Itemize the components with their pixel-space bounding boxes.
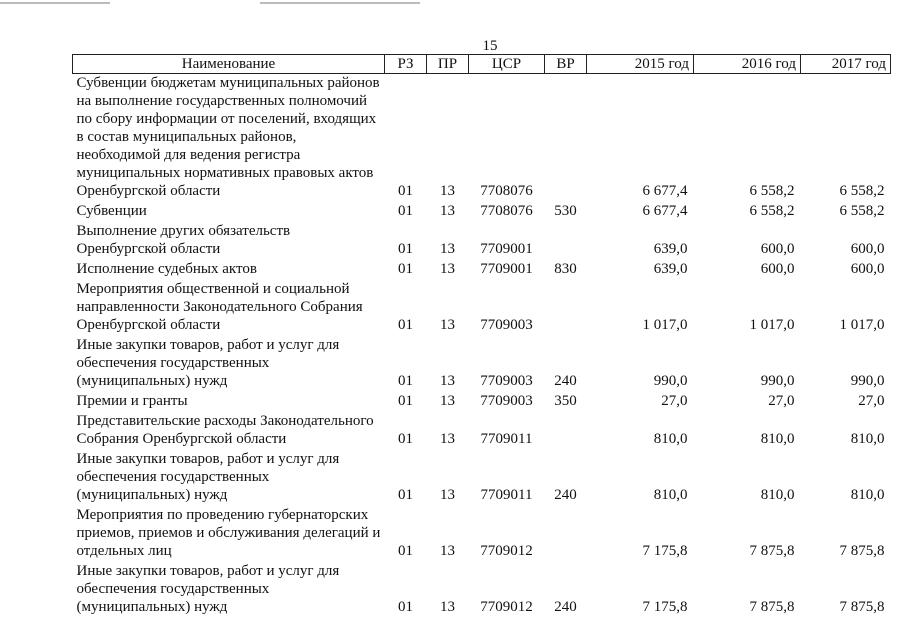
row-rz: 01 xyxy=(398,183,413,199)
row-name: Мероприятия общественной и социальной направленности Законодательного Собрания Оренбургской области xyxy=(76,281,363,333)
table-row xyxy=(73,336,891,392)
table-row xyxy=(73,562,891,618)
row-csr: 7709011 xyxy=(480,431,533,447)
row-name: Исполнение судебных актов xyxy=(76,261,257,277)
row-name: Выполнение других обязательств Оренбургской области xyxy=(76,223,291,257)
row-name: Представительские расходы Законодательного Собрания Оренбургской области xyxy=(76,413,374,447)
row-2017: 600,0 xyxy=(850,241,885,257)
row-name: Мероприятия по проведению губернаторских приемов, приемов и обслуживания делегаций и отдельных лиц xyxy=(76,507,381,559)
row-vr: 240 xyxy=(554,599,577,615)
row-2015: 639,0 xyxy=(653,261,688,277)
header-rz: РЗ xyxy=(385,55,427,74)
page-number: 15 xyxy=(482,38,498,54)
row-rz: 01 xyxy=(398,599,413,615)
row-vr: 830 xyxy=(554,261,577,277)
row-csr: 7708076 xyxy=(480,183,533,199)
budget-table xyxy=(72,54,891,618)
row-vr xyxy=(545,412,587,450)
header-name: Наименование xyxy=(73,55,385,74)
row-rz: 01 xyxy=(398,317,413,333)
row-2017: 7 875,8 xyxy=(839,543,885,559)
row-csr: 7709003 xyxy=(480,373,533,389)
row-vr xyxy=(545,222,587,260)
row-csr: 7709001 xyxy=(480,261,533,277)
row-pr: 13 xyxy=(440,431,455,447)
row-2017: 600,0 xyxy=(850,261,885,277)
row-2016: 1 017,0 xyxy=(749,317,795,333)
table-row xyxy=(73,74,891,203)
row-2017: 810,0 xyxy=(850,431,885,447)
row-pr: 13 xyxy=(440,599,455,615)
row-pr: 13 xyxy=(440,261,455,277)
row-pr: 13 xyxy=(440,373,455,389)
table-row xyxy=(73,506,891,562)
table-row xyxy=(73,280,891,336)
row-pr: 13 xyxy=(440,203,455,219)
scan-mark-left xyxy=(0,2,110,4)
row-rz: 01 xyxy=(398,487,413,503)
row-2016: 810,0 xyxy=(760,431,795,447)
row-name: Премии и гранты xyxy=(76,393,188,409)
row-pr: 13 xyxy=(440,543,455,559)
row-rz: 01 xyxy=(398,241,413,257)
row-csr: 7709001 xyxy=(480,241,533,257)
row-2015: 810,0 xyxy=(653,431,688,447)
row-vr: 240 xyxy=(554,487,577,503)
row-csr: 7709011 xyxy=(480,487,533,503)
row-name: Иные закупки товаров, работ и услуг для обеспечения государственных (муниципальных) нужд xyxy=(76,563,340,615)
table-row xyxy=(73,260,891,280)
header-pr: ПР xyxy=(427,55,469,74)
row-pr: 13 xyxy=(440,183,455,199)
row-2017: 7 875,8 xyxy=(839,599,885,615)
row-csr: 7709012 xyxy=(480,599,533,615)
row-2016: 810,0 xyxy=(760,487,795,503)
row-2015: 27,0 xyxy=(661,393,688,409)
row-rz: 01 xyxy=(398,203,413,219)
table-row xyxy=(73,412,891,450)
row-2015: 6 677,4 xyxy=(642,203,688,219)
row-2016: 600,0 xyxy=(760,261,795,277)
row-name: Субвенции бюджетам муниципальных районов на выполнение государственных полномочий по сбору информации от поселений, входящих в состав муниципальных районов, необходимой для ведения регистра муниципальных нормативных правовых актов Оренбургской области xyxy=(76,75,380,199)
row-vr: 530 xyxy=(554,203,577,219)
row-2015: 990,0 xyxy=(653,373,688,389)
row-2017: 990,0 xyxy=(850,373,885,389)
row-csr: 7709003 xyxy=(480,393,533,409)
row-2015: 810,0 xyxy=(653,487,688,503)
row-vr xyxy=(545,280,587,336)
row-pr: 13 xyxy=(440,487,455,503)
header-csr: ЦСР xyxy=(469,55,545,74)
row-rz: 01 xyxy=(398,393,413,409)
row-csr: 7709012 xyxy=(480,543,533,559)
row-2017: 6 558,2 xyxy=(839,183,885,199)
row-2017: 810,0 xyxy=(850,487,885,503)
header-2017: 2017 год xyxy=(801,55,891,74)
row-2017: 1 017,0 xyxy=(839,317,885,333)
table-row xyxy=(73,392,891,412)
row-name: Субвенции xyxy=(76,203,147,219)
row-2015: 639,0 xyxy=(653,241,688,257)
row-pr: 13 xyxy=(440,393,455,409)
row-rz: 01 xyxy=(398,431,413,447)
row-vr xyxy=(545,506,587,562)
row-rz: 01 xyxy=(398,373,413,389)
table-header-row xyxy=(73,55,891,74)
row-csr: 7709003 xyxy=(480,317,533,333)
row-2017: 27,0 xyxy=(858,393,885,409)
row-pr: 13 xyxy=(440,241,455,257)
row-2016: 6 558,2 xyxy=(749,203,795,219)
row-2016: 6 558,2 xyxy=(749,183,795,199)
row-pr: 13 xyxy=(440,317,455,333)
table-row xyxy=(73,202,891,222)
row-vr: 240 xyxy=(554,373,577,389)
row-2015: 7 175,8 xyxy=(642,599,688,615)
header-vr: ВР xyxy=(545,55,587,74)
row-vr: 350 xyxy=(554,393,577,409)
row-2015: 7 175,8 xyxy=(642,543,688,559)
header-2016: 2016 год xyxy=(694,55,801,74)
scan-mark-right xyxy=(260,2,420,4)
row-2016: 7 875,8 xyxy=(749,543,795,559)
row-csr: 7708076 xyxy=(480,203,533,219)
row-2015: 6 677,4 xyxy=(642,183,688,199)
row-2016: 27,0 xyxy=(768,393,795,409)
table-row xyxy=(73,450,891,506)
row-2017: 6 558,2 xyxy=(839,203,885,219)
row-name: Иные закупки товаров, работ и услуг для обеспечения государственных (муниципальных) нужд xyxy=(76,337,340,389)
row-2015: 1 017,0 xyxy=(642,317,688,333)
row-rz: 01 xyxy=(398,543,413,559)
header-2015: 2015 год xyxy=(587,55,694,74)
table-row xyxy=(73,222,891,260)
row-2016: 990,0 xyxy=(760,373,795,389)
row-rz: 01 xyxy=(398,261,413,277)
row-2016: 600,0 xyxy=(760,241,795,257)
row-vr xyxy=(545,74,587,203)
row-2016: 7 875,8 xyxy=(749,599,795,615)
row-name: Иные закупки товаров, работ и услуг для обеспечения государственных (муниципальных) нужд xyxy=(76,451,340,503)
